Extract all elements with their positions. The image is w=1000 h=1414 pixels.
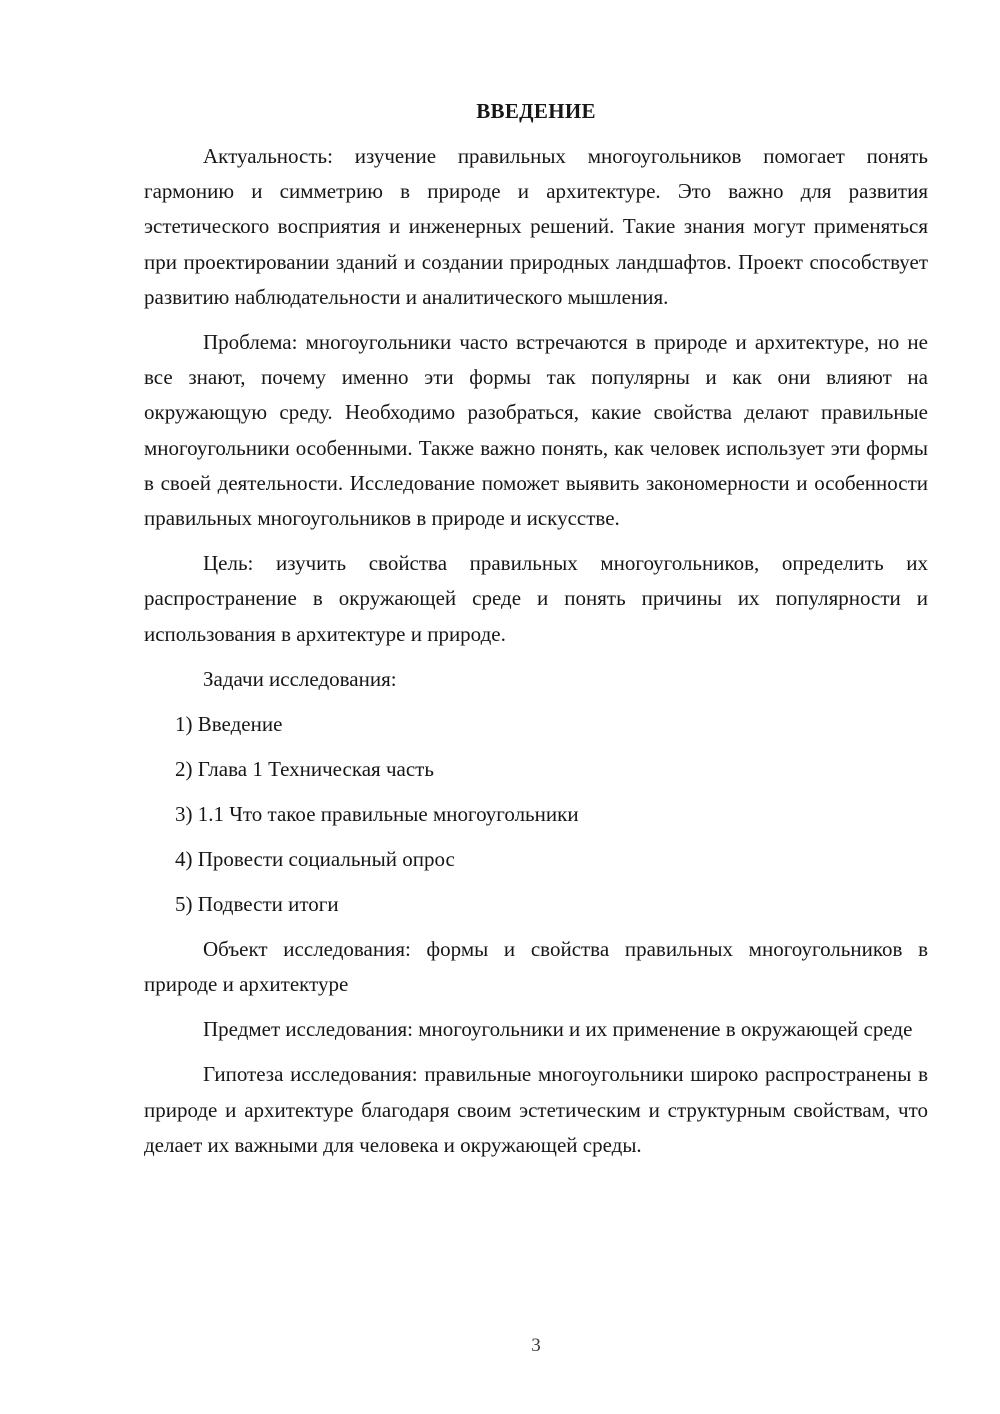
page-number: 3 (531, 1335, 541, 1356)
page-title: ВВЕДЕНИЕ (476, 99, 596, 123)
problem-paragraph: Проблема: многоугольники часто встречаются в природе и архитектуре, но не все знают, почему именно эти формы так популярны и как они влияют на окружающую среду. Необходимо разобраться, какие свойства делают правильные многоугольники особенными. Также важно понять, как человек использует эти формы в своей деятельности. Исследование поможет выявить закономерности и особенности правильных многоугольников в природе и искусстве. (144, 330, 928, 531)
document-page (144, 94, 928, 1173)
list-item: 4) Провести социальный опрос (175, 846, 455, 871)
list-item: 1) Введение (175, 711, 283, 736)
list-item: 5) Подвести итоги (175, 891, 339, 916)
relevance-paragraph: Актуальность: изучение правильных многоугольников помогает понять гармонию и симметрию в природе и архитектуре. Это важно для развития эстетического восприятия и инженерных решений. Такие знания могут применяться при проектировании зданий и создании природных ландшафтов. Проект способствует развитию наблюдательности и аналитического мышления. (144, 144, 928, 309)
tasks-list (144, 707, 928, 922)
hypothesis-paragraph: Гипотеза исследования: правильные многоугольники широко распространены в природе и архитектуре благодаря своим эстетическим и структурным свойствам, что делает их важными для человека и окружающей среды. (144, 1062, 928, 1157)
tasks-heading: Задачи исследования: (203, 666, 397, 691)
list-item: 3) 1.1 Что такое правильные многоугольники (175, 801, 579, 826)
list-item: 2) Глава 1 Техническая часть (175, 756, 434, 781)
goal-paragraph: Цель: изучить свойства правильных многоугольников, определить их распространение в окружающей среде и понять причины их популярности и использования в архитектуре и природе. (144, 551, 928, 646)
object-paragraph: Объект исследования: формы и свойства правильных многоугольников в природе и архитектуре (144, 936, 928, 997)
subject-paragraph: Предмет исследования: многоугольники и их применение в окружающей среде (203, 1017, 913, 1042)
